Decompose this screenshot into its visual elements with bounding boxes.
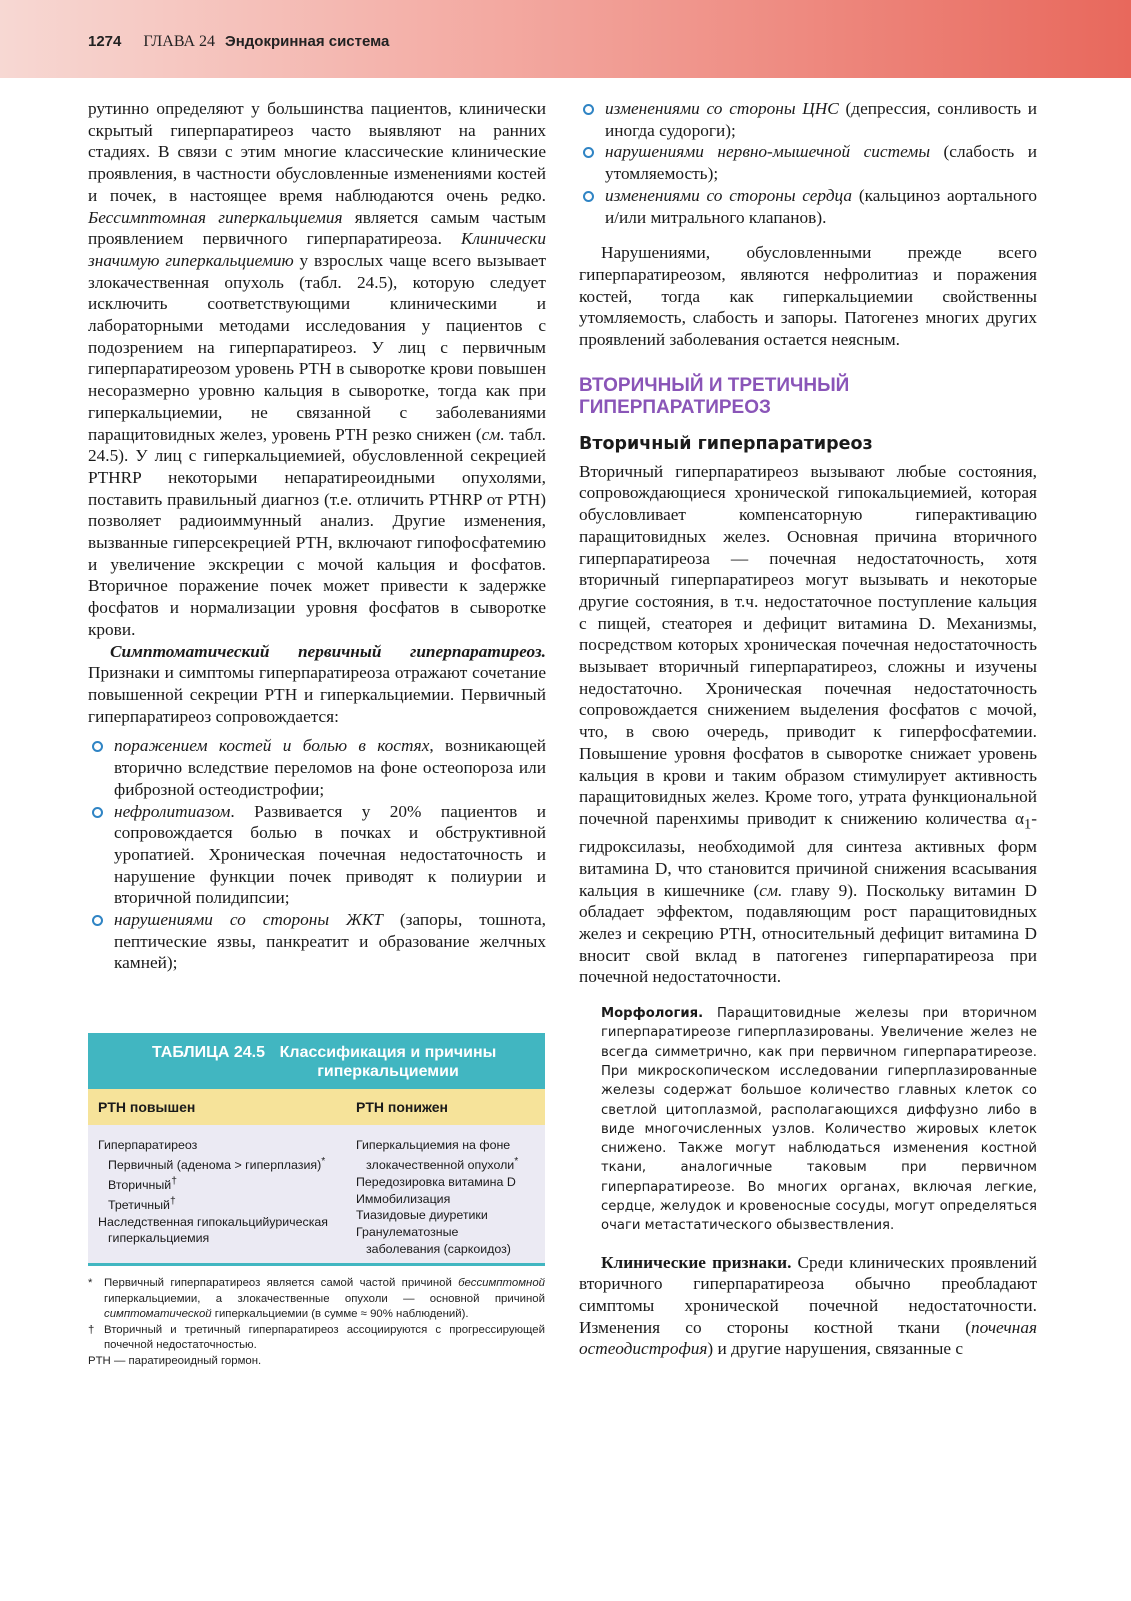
text-run: Вторичный гиперпаратиреоз вызывают любые состояния, сопровождающиеся хронической гипокальциемией, которая обусловливает компенсаторную гиперактивацию паращитовидных желез. Основная причина вторичного гиперпаратиреоза — почечная недостаточность, хотя вторичный гиперпаратиреоз могут вызывать и некоторые другие состояния, в т.ч. недостаточное поступление кальция с пищей, стеаторея и дефицит витамина D. Механизмы, посредством которых хроническая почечная недостаточность вызывает вторичный гиперпаратиреоз, сложны и изучены недостаточно. Хроническая почечная недостаточность сопровождается снижением выделения фосфатов с мочой, что, в свою очередь, приводит к гиперфосфатемии. Повышение уровня фосфатов в сыворотке снижает уровень кальция в крови и таким образом стимулирует активность паращитовидных желез. Кроме того, утрата функциональной почечной паренхимы приводит к снижению количества α bbox=[579, 461, 1037, 828]
table-cell-line bbox=[356, 1154, 518, 1174]
text-run: поражением костей и болью в костях bbox=[114, 736, 430, 756]
table-label: ТАБЛИЦА 24.5 bbox=[152, 1044, 265, 1061]
bullet-icon bbox=[92, 807, 103, 818]
table-cell-text: злокачественной опухоли bbox=[366, 1157, 515, 1172]
subsection-heading: Вторичный гиперпаратиреоз bbox=[579, 433, 873, 454]
text-run: гиперкальциемии, а злокачественные опухоли — основной причиной bbox=[104, 1292, 545, 1305]
section-heading-line-1: ВТОРИЧНЫЙ И ТРЕТИЧНЫЙ bbox=[579, 374, 850, 396]
text-run: симптоматической bbox=[104, 1308, 212, 1320]
left-column bbox=[88, 98, 546, 974]
section-heading-line-2: ГИПЕРПАРАТИРЕОЗ bbox=[579, 396, 771, 418]
page-number: 1274 bbox=[88, 33, 122, 50]
footnote-marker: * bbox=[321, 1155, 326, 1167]
text-run: Симптоматический первичный гиперпаратиреоз. bbox=[110, 641, 546, 661]
table-col1 bbox=[98, 1137, 328, 1247]
table-cell-line bbox=[356, 1207, 518, 1224]
bullet-icon bbox=[92, 915, 103, 926]
footnote-marker: * bbox=[514, 1155, 519, 1167]
table-cell-line bbox=[356, 1174, 518, 1191]
text-run: PTH — паратиреоидный гормон. bbox=[88, 1354, 262, 1367]
text-run: бессимптомной bbox=[458, 1277, 545, 1289]
footnote-marker: † bbox=[169, 1195, 176, 1207]
bullet-item bbox=[579, 185, 1037, 228]
bullet-item bbox=[88, 801, 546, 910]
paragraph bbox=[579, 242, 1037, 351]
section-heading-block bbox=[579, 375, 1037, 419]
text-run: Паращитовидные железы при вторичном гиперпаратиреозе гиперплазированы. Увеличение желез не всегда симметрично, как при первичном гиперпаратиреозе. При микроскопическом исследовании гиперплазированные железы содержат большое количество главных клеток со светлой цитоплазмой, располагающихся диффузно либо в виде многочисленных узлов. Количество жировых клеток снижено. Также могут наблюдаться изменения костной ткани, аналогичные таковым при первичном гиперпаратиреозе. Во многих органах, включая легкие, сердце, желудок и кровеносные сосуды, могут определяться очаги метастатического обызвествления. bbox=[601, 1006, 1037, 1234]
bullet-icon bbox=[583, 104, 594, 115]
table-cell-text: Иммобилизация bbox=[356, 1191, 451, 1206]
bullet-list bbox=[579, 98, 1037, 228]
text-run: главу 9). Поскольку витамин D обладает эффектом, подавляющим рост паращитовидных желез и секрецию PTH, относительный дефицит витамина D вносит свой вклад в патогенез гиперпаратиреоза при почечной недостаточности. bbox=[579, 880, 1038, 987]
paragraph bbox=[88, 641, 546, 728]
table-cell-text: Гиперкальциемия на фоне bbox=[356, 1138, 511, 1152]
footnote-marker: * bbox=[88, 1277, 93, 1289]
table-cell-line bbox=[98, 1154, 328, 1174]
text-run: изменениями со стороны ЦНС bbox=[605, 99, 839, 118]
text-run: Бессимптомная гиперкальциемия bbox=[88, 207, 343, 227]
table-cell-text: Третичный bbox=[108, 1197, 170, 1212]
text-run: Первичный гиперпаратиреоз является самой частой причиной bbox=[104, 1277, 459, 1289]
text-run: Клинические признаки. bbox=[601, 1252, 792, 1272]
table-header-row bbox=[88, 1089, 545, 1125]
text-run: табл. 24.5). У лиц с гиперкальциемией, обусловленной секрецией PTHRP некоторыми непаратиреоидными опухолями, поставить правильный диагноз (т.е. отличить PTHRP от PTH) позволяет радиоиммунный анализ. Другие изменения, вызванные гиперсекрецией PTH, включают гипофосфатемию и увеличение экскреции с мочой кальция и фосфатов. Вторичное поражение почек может привести к задержке фосфатов и нормализации уровня фосфатов в сыворотке крови. bbox=[88, 424, 547, 639]
table-cell-line bbox=[356, 1224, 518, 1241]
bullet-item bbox=[579, 141, 1037, 184]
table-cell-line bbox=[356, 1241, 518, 1258]
footnote-marker: † bbox=[171, 1175, 177, 1187]
table-col2-header: PTH понижен bbox=[356, 1099, 448, 1115]
text-run: см. bbox=[481, 424, 505, 444]
table-title-bar bbox=[88, 1033, 545, 1089]
table-cell-line bbox=[98, 1174, 328, 1194]
text-run: Клинически значимую гиперкальциемию bbox=[88, 229, 546, 270]
table-col2 bbox=[356, 1137, 518, 1258]
table-cell-text: Гранулематозные bbox=[356, 1225, 459, 1240]
text-run: (кальциноз аортального и/или митрального клапанов). bbox=[605, 185, 1037, 227]
paragraph bbox=[579, 461, 1037, 988]
table-cell-line bbox=[98, 1230, 328, 1247]
text-run: является самым частым проявлением первичного гиперпаратиреоза. bbox=[88, 207, 546, 249]
section-label: Эндокринная система bbox=[225, 33, 390, 50]
table-cell-line bbox=[98, 1214, 328, 1231]
table-24-5 bbox=[88, 1033, 545, 1369]
bullet-item bbox=[579, 98, 1037, 141]
table-cell-text: Гиперпаратиреоз bbox=[98, 1138, 198, 1152]
paragraph bbox=[88, 98, 546, 641]
table-cell-text: заболевания (саркоидоз) bbox=[366, 1241, 511, 1256]
text-run: ) и другие нарушения, связанные с bbox=[707, 1339, 964, 1359]
table-body bbox=[88, 1125, 545, 1266]
text-run: (запоры, тошнота, пептические язвы, панкреатит и образование желчных камней); bbox=[114, 910, 546, 973]
text-run: у взрослых чаще всего вызывает злокачественная опухоль (табл. 24.5), которую следует исключить соответствующими клиническими и лабораторными методами исследования у пациентов с подозрением на гиперпаратиреоз. У лиц с первичным гиперпаратиреозом уровень PTH в сыворотке крови повышен несоразмерно уровню кальция в сыворотке, тогда как при гиперкальциемии, не связанной с заболеваниями паращитовидных желез, уровень PTH резко снижен ( bbox=[88, 250, 547, 444]
table-cell-line bbox=[98, 1194, 328, 1214]
table-footnotes bbox=[88, 1276, 545, 1369]
table-cell-text: Тиазидовые диуретики bbox=[356, 1208, 488, 1223]
text-run: нефролитиазом bbox=[114, 801, 231, 821]
table-title: Классификация и причины гиперкальциемии bbox=[279, 1044, 497, 1080]
running-head bbox=[88, 33, 389, 51]
table-cell-text: Вторичный bbox=[108, 1177, 172, 1192]
text-run: Среди клинических проявлений вторичного гиперпаратиреоза обычно преобладают симптомы хронической почечной недостаточности. Изменения со стороны костной ткани ( bbox=[579, 1252, 1037, 1337]
morphology-box bbox=[579, 1004, 1037, 1236]
text-run: Нарушениями, обусловленными прежде всего гиперпаратиреозом, являются нефролитиаз и поражения костей, тогда как гиперкальциемии свойственны утомляемость, слабость и запоры. Патогенез многих других проявлений заболевания остается неясным. bbox=[579, 243, 1037, 350]
bullet-icon bbox=[92, 741, 103, 752]
bullet-icon bbox=[583, 147, 594, 158]
text-run: Морфология. bbox=[601, 1006, 704, 1022]
text-run: Признаки и симптомы гиперпаратиреоза отражают сочетание повышенной секреции PTH и гиперкальциемии. Первичный гиперпаратиреоз сопровождается: bbox=[88, 663, 546, 726]
paragraph bbox=[579, 1252, 1037, 1361]
footnote bbox=[88, 1276, 545, 1323]
table-cell-text: Передозировка витамина D bbox=[356, 1174, 516, 1189]
bullet-item bbox=[88, 909, 546, 974]
table-cell-text: Наследственная гипокальцийурическая bbox=[98, 1214, 329, 1229]
table-cell-line bbox=[356, 1191, 518, 1208]
chapter-label: ГЛАВА 24 bbox=[143, 33, 216, 50]
table-cell-text: Первичный (аденома > гиперплазия) bbox=[108, 1157, 322, 1172]
text-run: (депрессия, сонливость и иногда судороги); bbox=[605, 99, 1037, 140]
footnote-marker: † bbox=[88, 1323, 95, 1336]
page-header bbox=[0, 0, 1131, 78]
table-cell-line bbox=[356, 1137, 518, 1154]
text-run: Вторичный и третичный гиперпаратиреоз ассоциируются с прогрессирующей почечной недостаточностью. bbox=[104, 1323, 545, 1351]
bullet-list bbox=[88, 735, 546, 974]
table-col1-header: PTH повышен bbox=[98, 1099, 196, 1115]
text-run: 1 bbox=[1024, 816, 1032, 833]
text-run: почечная остеодистрофия bbox=[579, 1317, 1037, 1359]
text-run: (слабость и утомляемость); bbox=[605, 142, 1037, 184]
bullet-icon bbox=[583, 191, 594, 202]
text-run: см. bbox=[759, 880, 783, 900]
footnote bbox=[88, 1323, 545, 1354]
text-run: . Развивается у 20% пациентов и сопровождается болью в почках и обструктивной уропатией. Хроническая почечная недостаточность и нарушение функции почек приводят к полиурии и вторичной полидипсии; bbox=[114, 801, 546, 908]
table-cell-text: гиперкальциемия bbox=[108, 1231, 210, 1246]
text-run: изменениями со стороны сердца bbox=[605, 185, 853, 205]
table-cell-line bbox=[98, 1137, 328, 1154]
right-column bbox=[579, 98, 1037, 1360]
footnote bbox=[88, 1354, 545, 1370]
text-run: нарушениями со стороны ЖКТ bbox=[114, 910, 383, 930]
bullet-item bbox=[88, 735, 546, 800]
text-run: нарушениями нервно-мышечной системы bbox=[605, 142, 931, 162]
text-run: -гидроксилазы, необходимой для синтеза активных форм витамина D, что становится причиной снижения всасывания кальция в кишечнике ( bbox=[579, 808, 1037, 900]
text-run: рутинно определяют у большинства пациентов, клинически скрытый гиперпаратиреоз часто выявляют на ранних стадиях. В связи с этим многие классические клинические проявления, в частности обусловленные изменениями костей и почек, в настоящее время наблюдаются очень редко. bbox=[88, 99, 546, 205]
text-run: , возникающей вторично вследствие переломов на фоне остеопороза или фиброзной остеодистрофии; bbox=[114, 736, 546, 799]
text-run: гиперкальциемии (в сумме ≈ 90% наблюдений). bbox=[211, 1308, 469, 1320]
